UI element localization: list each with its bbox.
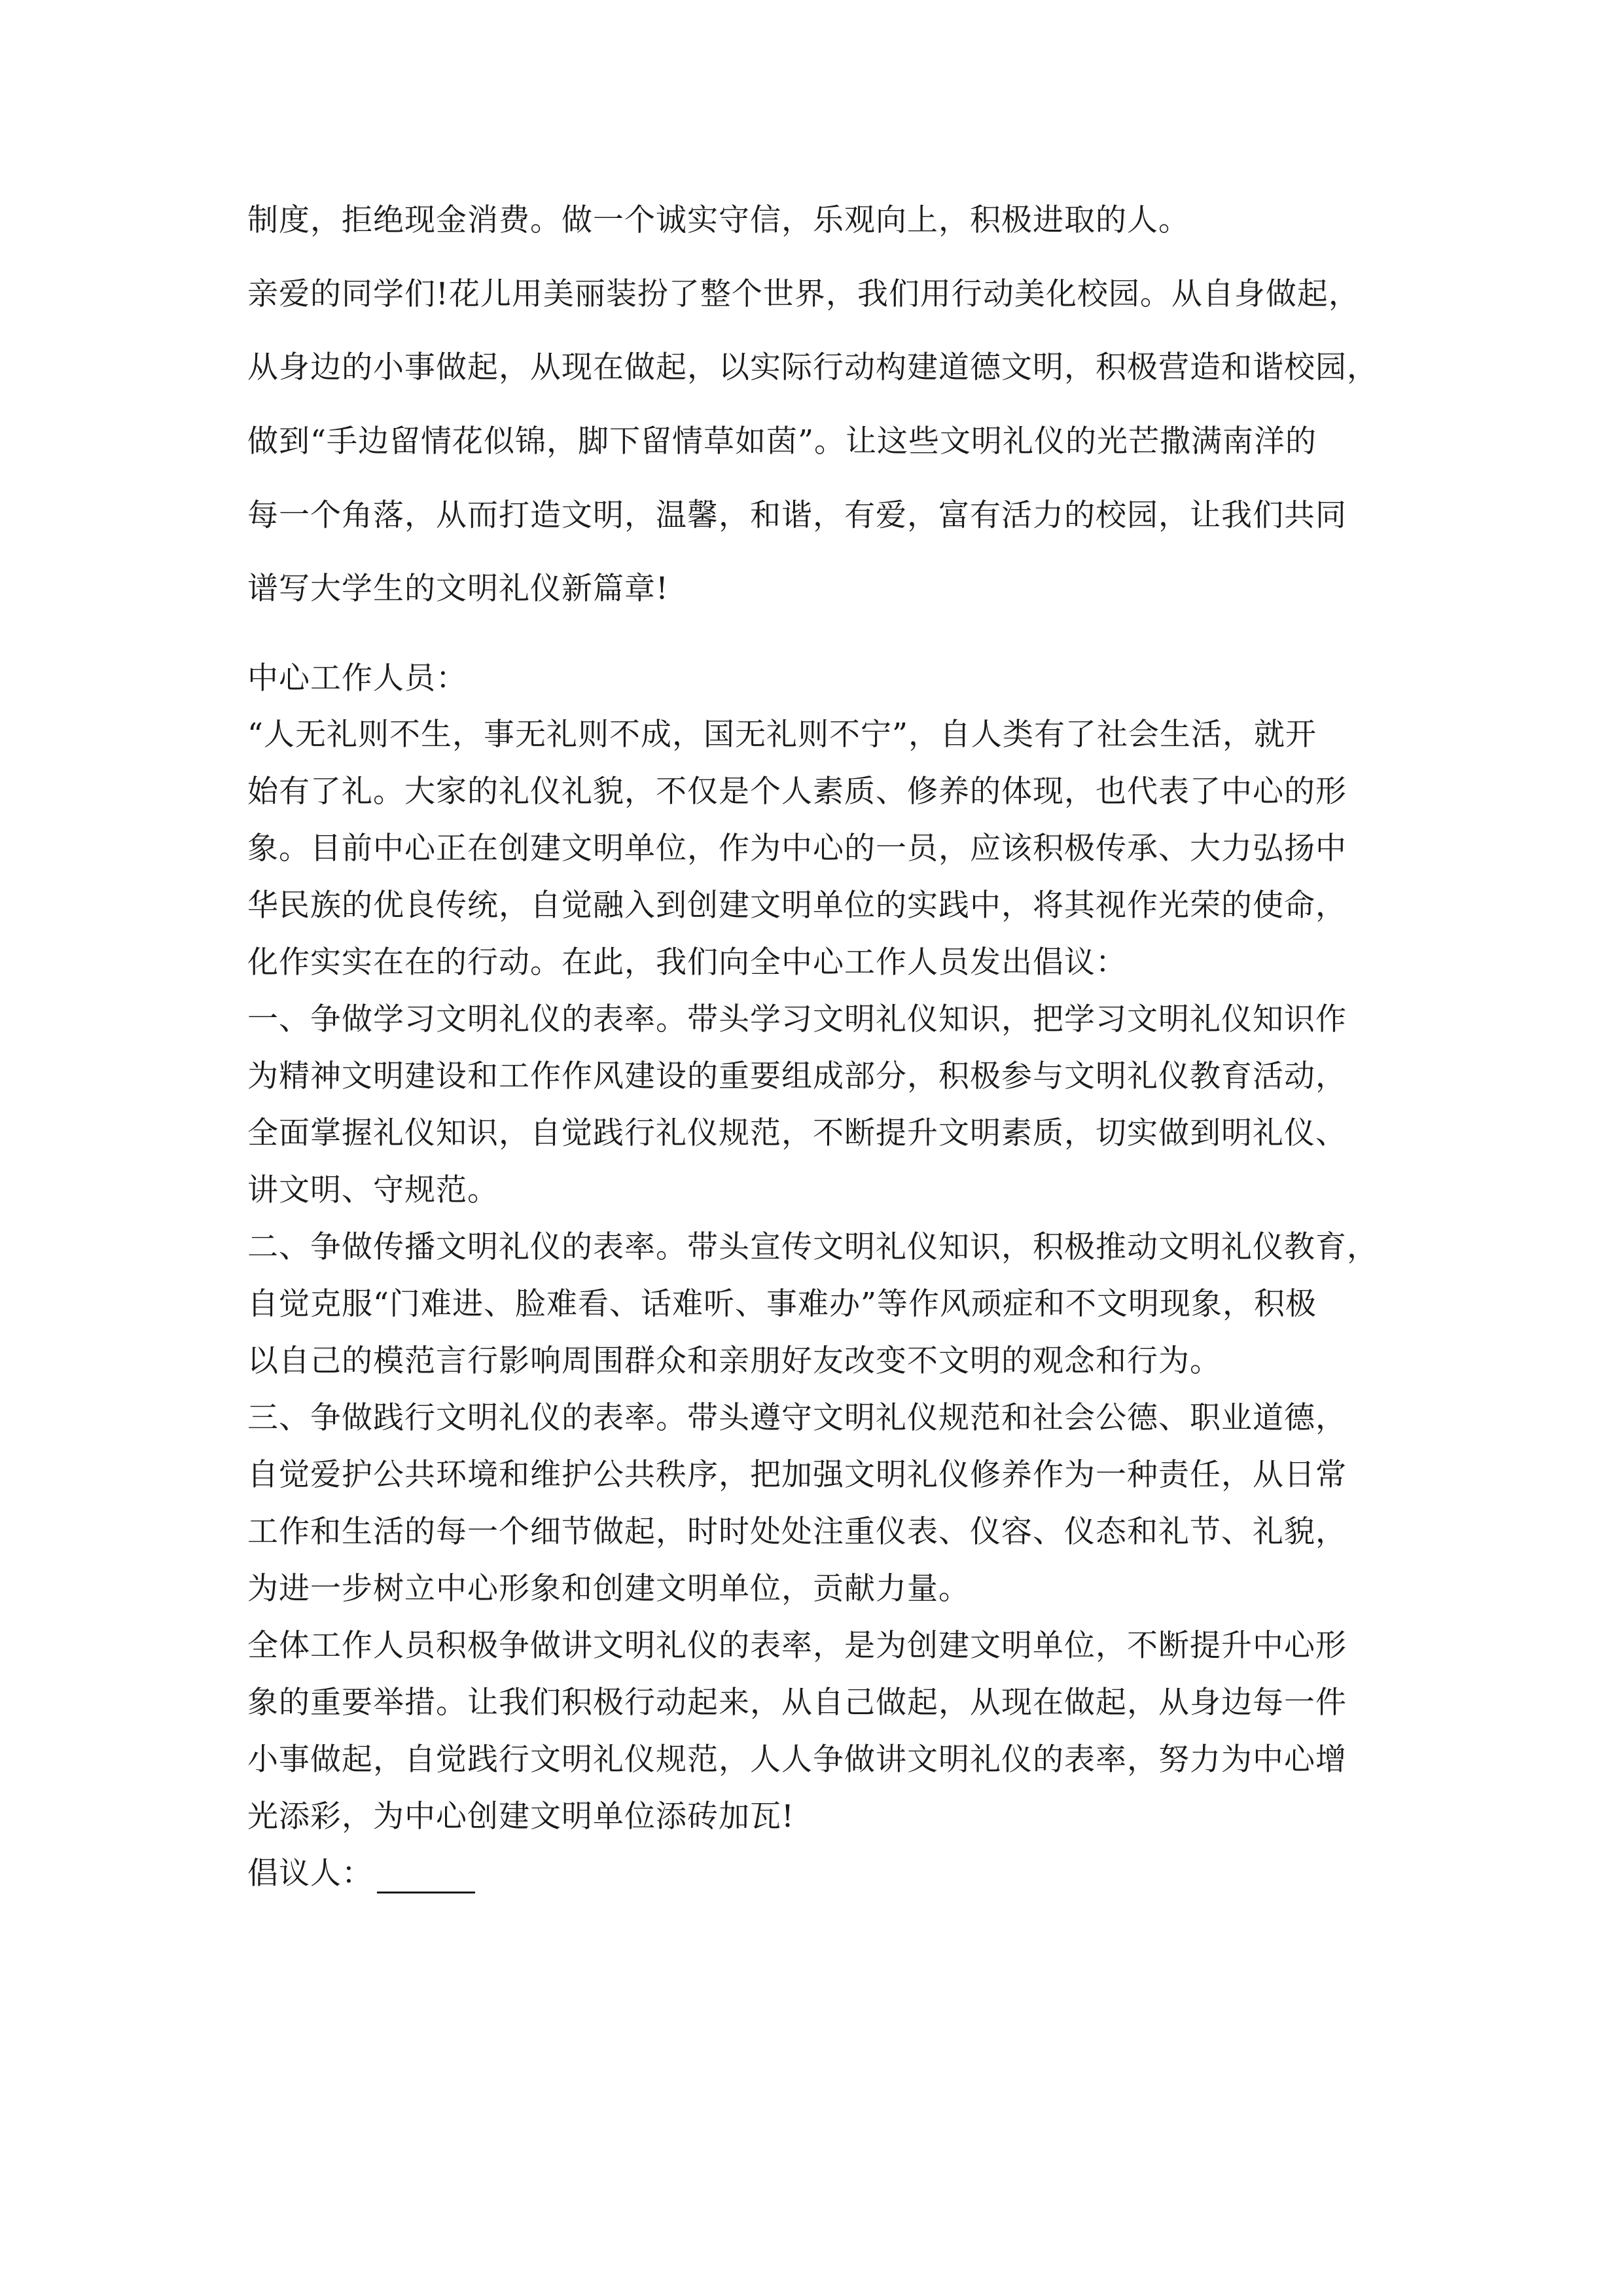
- text-line: “人无礼则不生，事无礼则不成，国无礼则不宁”，自人类有了社会生活，就开: [247, 717, 1317, 753]
- signature-label: 倡议人：: [247, 1856, 373, 1892]
- text-line: 自觉克服“门难进、脸难看、话难听、事难办”等作风顽症和不文明现象，积极: [247, 1286, 1317, 1322]
- text-line: 做到“手边留情花似锦，脚下留情草如茵”。让这些文明礼仪的光芒撒满南洋的: [247, 423, 1317, 459]
- signature-blank: [377, 1863, 475, 1893]
- text-line: 为精神文明建设和工作作风建设的重要组成部分，积极参与文明礼仪教育活动，: [247, 1058, 1347, 1094]
- text-line: 象。目前中心正在创建文明单位，作为中心的一员，应该积极传承、大力弘扬中: [247, 831, 1347, 867]
- text-line: 二、争做传播文明礼仪的表率。带头宣传文明礼仪知识，积极推动文明礼仪教育，: [247, 1229, 1378, 1265]
- text-line: 工作和生活的每一个细节做起，时时处处注重仪表、仪容、仪态和礼节、礼貌，: [247, 1514, 1347, 1550]
- text-line: 从身边的小事做起，从现在做起，以实际行动构建道德文明，积极营造和谐校园，: [247, 350, 1378, 386]
- text-line: 亲爱的同学们!花儿用美丽装扮了整个世界，我们用行动美化校园。从自身做起，: [247, 276, 1360, 312]
- text-line: 每一个角落，从而打造文明，温馨，和谐，有爱，富有活力的校园，让我们共同: [247, 497, 1347, 533]
- text-line: 全面掌握礼仪知识，自觉践行礼仪规范，不断提升文明素质，切实做到明礼仪、: [247, 1115, 1347, 1151]
- text-line: 全体工作人员积极争做讲文明礼仪的表率，是为创建文明单位，不断提升中心形: [247, 1628, 1347, 1664]
- text-line: 讲文明、守规范。: [247, 1172, 499, 1208]
- text-line: 为进一步树立中心形象和创建文明单位，贡献力量。: [247, 1571, 970, 1607]
- text-line: 华民族的优良传统，自觉融入到创建文明单位的实践中，将其视作光荣的使命，: [247, 888, 1347, 924]
- text-line: 始有了礼。大家的礼仪礼貌，不仅是个人素质、修养的体现，也代表了中心的形: [247, 774, 1347, 810]
- text-line: 以自己的模范言行影响周围群众和亲朋好友改变不文明的观念和行为。: [247, 1343, 1221, 1379]
- text-line: 三、争做践行文明礼仪的表率。带头遵守文明礼仪规范和社会公德、职业道德，: [247, 1400, 1347, 1436]
- text-line: 小事做起，自觉践行文明礼仪规范，人人争做讲文明礼仪的表率，努力为中心增: [247, 1742, 1347, 1778]
- text-line: 谱写大学生的文明礼仪新篇章!: [247, 571, 669, 607]
- section-heading: 中心工作人员：: [247, 660, 467, 696]
- text-line: 光添彩，为中心创建文明单位添砖加瓦!: [247, 1799, 794, 1835]
- text-line: 制度，拒绝现金消费。做一个诚实守信，乐观向上，积极进取的人。: [247, 202, 1190, 238]
- signature-line: [247, 1854, 475, 1893]
- text-line: 自觉爱护公共环境和维护公共秩序，把加强文明礼仪修养作为一种责任，从日常: [247, 1457, 1347, 1493]
- text-line: 化作实实在在的行动。在此，我们向全中心工作人员发出倡议：: [247, 944, 1127, 980]
- text-line: 象的重要举措。让我们积极行动起来，从自己做起，从现在做起，从身边每一件: [247, 1685, 1347, 1721]
- text-line: 一、争做学习文明礼仪的表率。带头学习文明礼仪知识，把学习文明礼仪知识作: [247, 1001, 1347, 1037]
